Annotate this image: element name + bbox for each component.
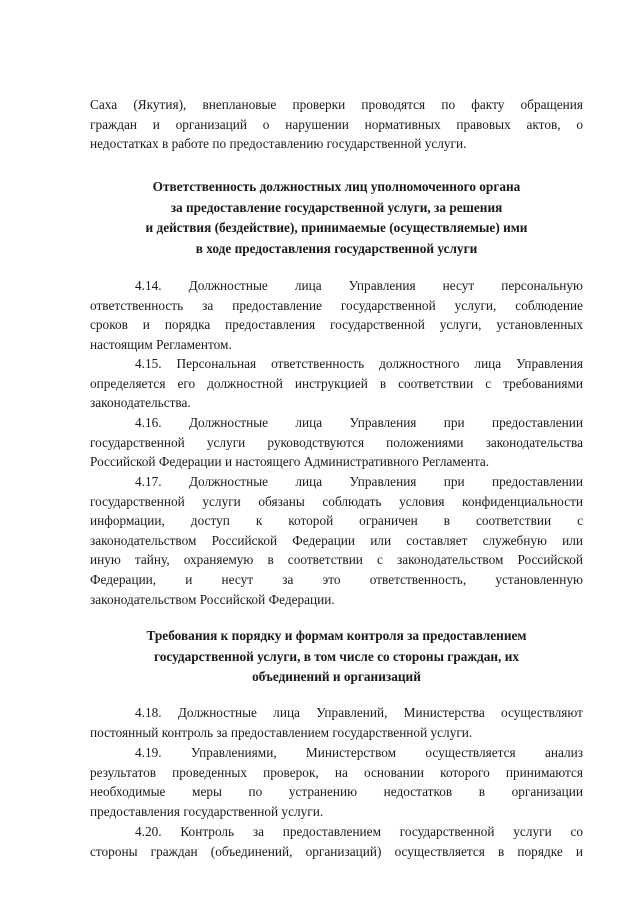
text-line: граждан и организаций о нарушении нормативных правовых актов, о <box>90 116 583 132</box>
section-heading-control <box>90 626 583 688</box>
paragraph-4-17 <box>90 472 583 609</box>
text-line: постоянный контроль за предоставлением государственной услуги. <box>90 724 473 740</box>
text-line: государственной услуги руководствуются положениями законодательства <box>90 434 583 450</box>
intro-paragraph <box>90 95 583 154</box>
text-line: 4.15. Персональная ответственность должностного лица Управления <box>135 356 583 371</box>
text-line: настоящим Регламентом. <box>90 336 232 352</box>
text-line: 4.20. Контроль за предоставлением государственной услуги со <box>135 824 583 839</box>
heading-line: за предоставление государственной услуги, за решения <box>170 199 503 215</box>
text-line: Российской Федерации и настоящего Административного Регламента. <box>90 454 490 470</box>
text-line: 4.16. Должностные лица Управления при предоставлении <box>135 415 583 430</box>
text-line: результатов проведенных проверок, на основании которого принимаются <box>90 764 583 780</box>
text-line: 4.18. Должностные лица Управлений, Министерства осуществляют <box>135 705 583 720</box>
text-line: ответственность за предоставление государственной услуги, соблюдение <box>90 297 583 313</box>
text-line: стороны граждан (объединений, организаций) осуществляется в порядке и <box>90 843 583 859</box>
paragraph-4-18 <box>90 703 583 742</box>
text-line: Саха (Якутия), внеплановые проверки проводятся по факту обращения <box>90 97 583 112</box>
heading-line: Ответственность должностных лиц уполномоченного органа <box>152 179 521 194</box>
heading-line: объединений и организаций <box>252 669 421 684</box>
text-line: законодательством Российской Федерации. <box>90 591 335 607</box>
paragraph-4-14 <box>90 276 583 354</box>
text-line: законодательством Российской Федерации или составляет служебную или <box>90 532 583 548</box>
text-line: 4.14. Должностные лица Управления несут персональную <box>135 278 583 293</box>
paragraph-4-19 <box>90 743 583 821</box>
text-line: информации, доступ к которой ограничен в соответствии с <box>90 513 583 529</box>
text-line: государственной услуги обязаны соблюдать условия конфиденциальности <box>90 493 583 509</box>
text-line: Федерации, и несут за это ответственность, установленную <box>90 571 583 587</box>
heading-line: Требования к порядку и формам контроля за предоставлением <box>146 628 527 643</box>
text-line: недостатках в работе по предоставлению государственной услуги. <box>90 136 467 152</box>
heading-line: государственной услуги, в том числе со стороны граждан, их <box>153 648 520 664</box>
heading-line: и действия (бездействие), принимаемые (осуществляемые) ими <box>145 220 528 235</box>
paragraph-4-16 <box>90 413 583 472</box>
paragraph-4-15 <box>90 354 583 413</box>
text-line: иную тайну, охраняемую в соответствии с законодательством Российской <box>90 552 583 568</box>
text-line: предоставления государственной услуги. <box>90 803 324 819</box>
text-line: 4.17. Должностные лица Управления при предоставлении <box>135 474 583 489</box>
heading-line: в ходе предоставления государственной услуги <box>195 240 478 256</box>
paragraph-4-20 <box>90 822 583 861</box>
text-line: сроков и порядка предоставления государственной услуги, установленных <box>90 317 583 333</box>
text-line: необходимые меры по устранению недостатков в организации <box>90 784 583 800</box>
text-line: законодательства. <box>90 395 191 411</box>
text-line: 4.19. Управлениями, Министерством осуществляется анализ <box>135 745 583 760</box>
text-line: определяется его должностной инструкцией в соответствии с требованиями <box>90 375 583 391</box>
section-heading-responsibility <box>90 177 583 259</box>
